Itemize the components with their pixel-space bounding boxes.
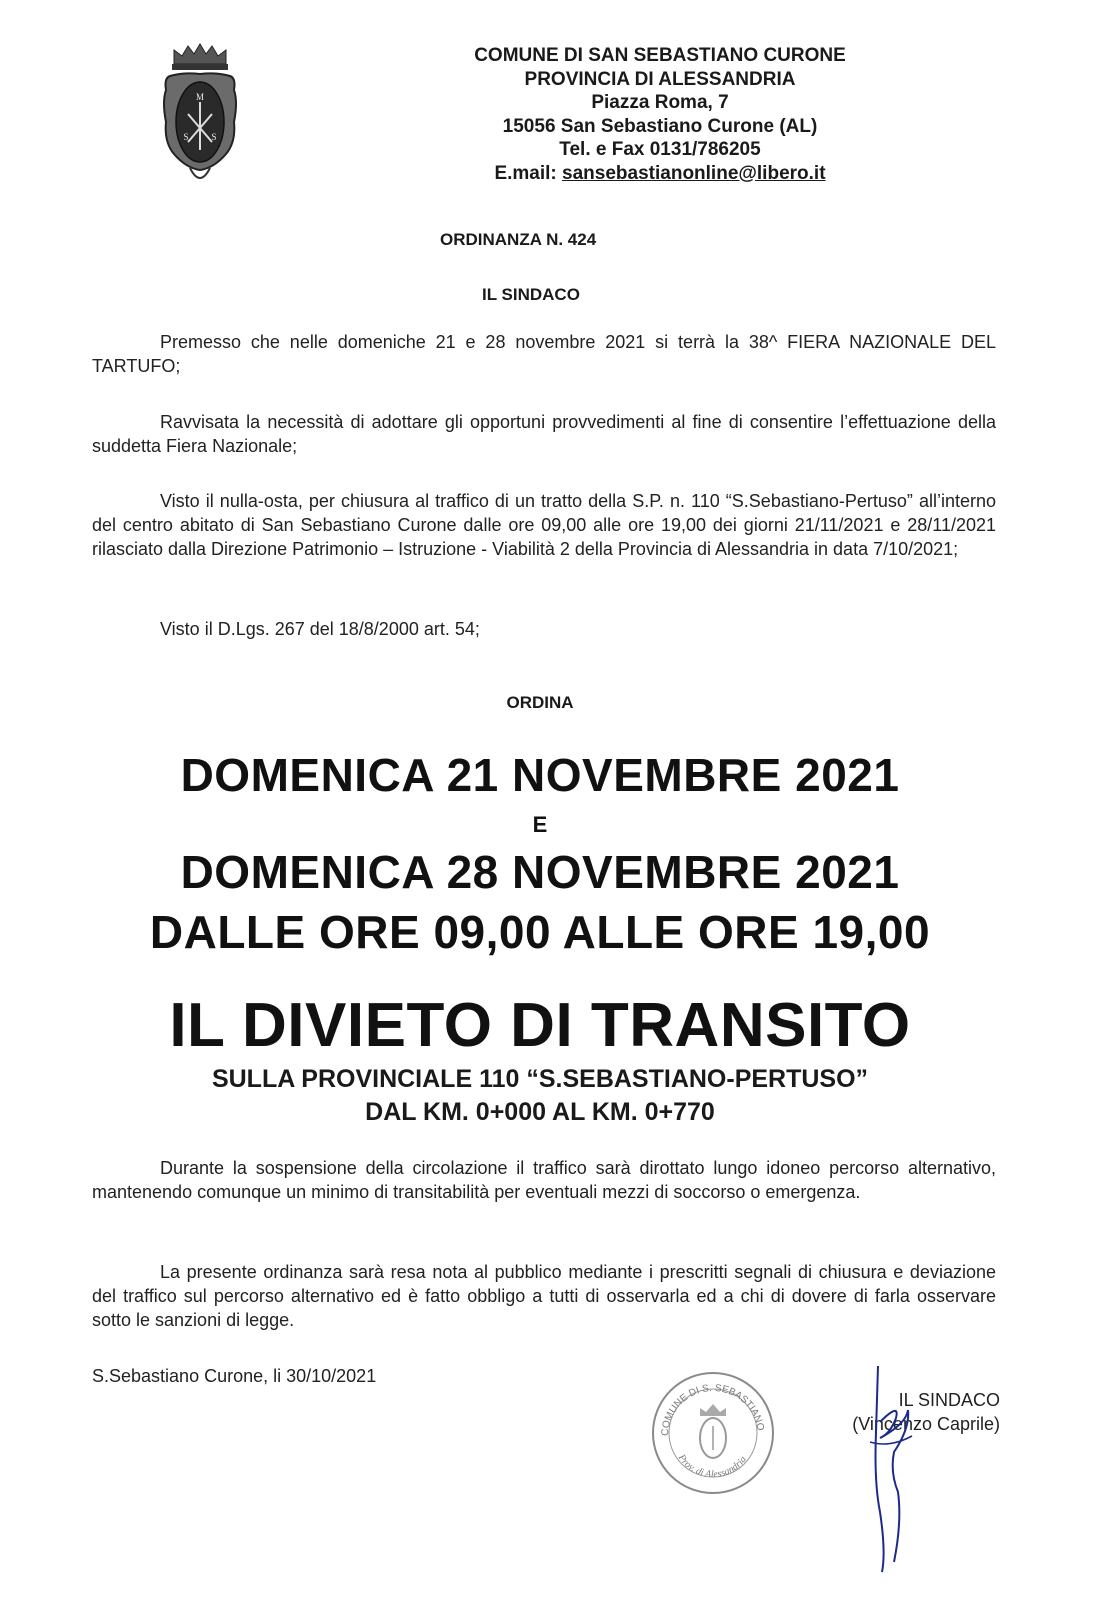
announcement-hours: DALLE ORE 09,00 ALLE ORE 19,00 [149, 906, 931, 958]
header-email-line [400, 162, 920, 186]
crest-letter-s-left: S [183, 132, 189, 142]
paragraph-visto-dlgs: Visto il D.Lgs. 267 del 18/8/2000 art. 54; [160, 619, 480, 639]
crest-letter-m: M [195, 92, 205, 102]
paragraph-visto-nulla-osta: Visto il nulla-osta, per chiusura al traffico di un tratto della S.P. n. 110 “S.Sebastiano-Pertuso” all’interno del centro abitato di San Sebastiano Curone dalle ore 09,00 alle ore 19,00 dei giorni 21/11/2021 e 28/11/2021 rilasciato dalla Direzione Patrimonio – Istruzione - Viabilità 2 della Provincia di Alessandria in data 7/10/2021; [92, 491, 996, 559]
mayor-heading: IL SINDACO [482, 285, 580, 304]
announcement-date-1: DOMENICA 21 NOVEMBRE 2021 [180, 749, 900, 801]
municipality-header [400, 44, 920, 185]
crest-letter-s-right: S [211, 132, 217, 142]
email-link[interactable]: sansebastianonline@libero.it [562, 162, 826, 184]
header-province: PROVINCIA DI ALESSANDRIA [524, 68, 796, 90]
announcement-date-2: DOMENICA 28 NOVEMBRE 2021 [180, 846, 900, 898]
announcement-title: IL DIVIETO DI TRANSITO [169, 991, 911, 1060]
paragraph-durante: Durante la sospensione della circolazione il traffico sarà dirottato lungo idoneo percorso alternativo, mantenendo comunque un minimo di transitabilità per eventuali mezzi di soccorso o emergenza. [92, 1158, 996, 1202]
header-phone-fax: Tel. e Fax 0131/786205 [559, 139, 761, 160]
official-stamp [648, 1368, 778, 1498]
stamp-top-text: COMUNE DI S. SEBASTIANO [659, 1382, 766, 1437]
email-label: E.mail: [494, 162, 557, 184]
announcement-km-range: DAL KM. 0+000 AL KM. 0+770 [365, 1098, 715, 1126]
signer-name: (Vincenzo Caprile) [852, 1414, 1000, 1434]
header-address: Piazza Roma, 7 [591, 92, 729, 113]
municipal-crest-logo [160, 42, 240, 192]
ordina-heading: ORDINA [506, 693, 574, 712]
ordinance-number: ORDINANZA N. 424 [440, 230, 597, 249]
stamp-bottom-text: Prov. di Alessandria [675, 1452, 749, 1481]
header-municipality-name: COMUNE DI SAN SEBASTIANO CURONE [474, 45, 846, 66]
header-postal-city: 15056 San Sebastiano Curone (AL) [502, 115, 818, 137]
paragraph-presente-ordinanza: La presente ordinanza sarà resa nota al pubblico mediante i prescritti segnali di chiusura e deviazione del traffico sul percorso alternativo ed è fatto obbligo a tutti di osservarla ed a chi di dovere di farla osservare sotto le sanzioni di legge. [92, 1262, 996, 1330]
place-and-date: S.Sebastiano Curone, li 30/10/2021 [92, 1366, 377, 1386]
announcement-conjunction: E [532, 812, 548, 837]
paragraph-ravvisata: Ravvisata la necessità di adottare gli opportuni provvedimenti al fine di consentire l’effettuazione della suddetta Fiera Nazionale; [92, 412, 996, 456]
handwritten-signature [850, 1362, 940, 1577]
paragraph-premesso: Premesso che nelle domeniche 21 e 28 novembre 2021 si terrà la 38^ FIERA NAZIONALE DEL TARTUFO; [92, 332, 996, 376]
announcement-road: SULLA PROVINCIALE 110 “S.SEBASTIANO-PERTUSO” [211, 1065, 869, 1093]
signer-title: IL SINDACO [898, 1390, 1000, 1410]
